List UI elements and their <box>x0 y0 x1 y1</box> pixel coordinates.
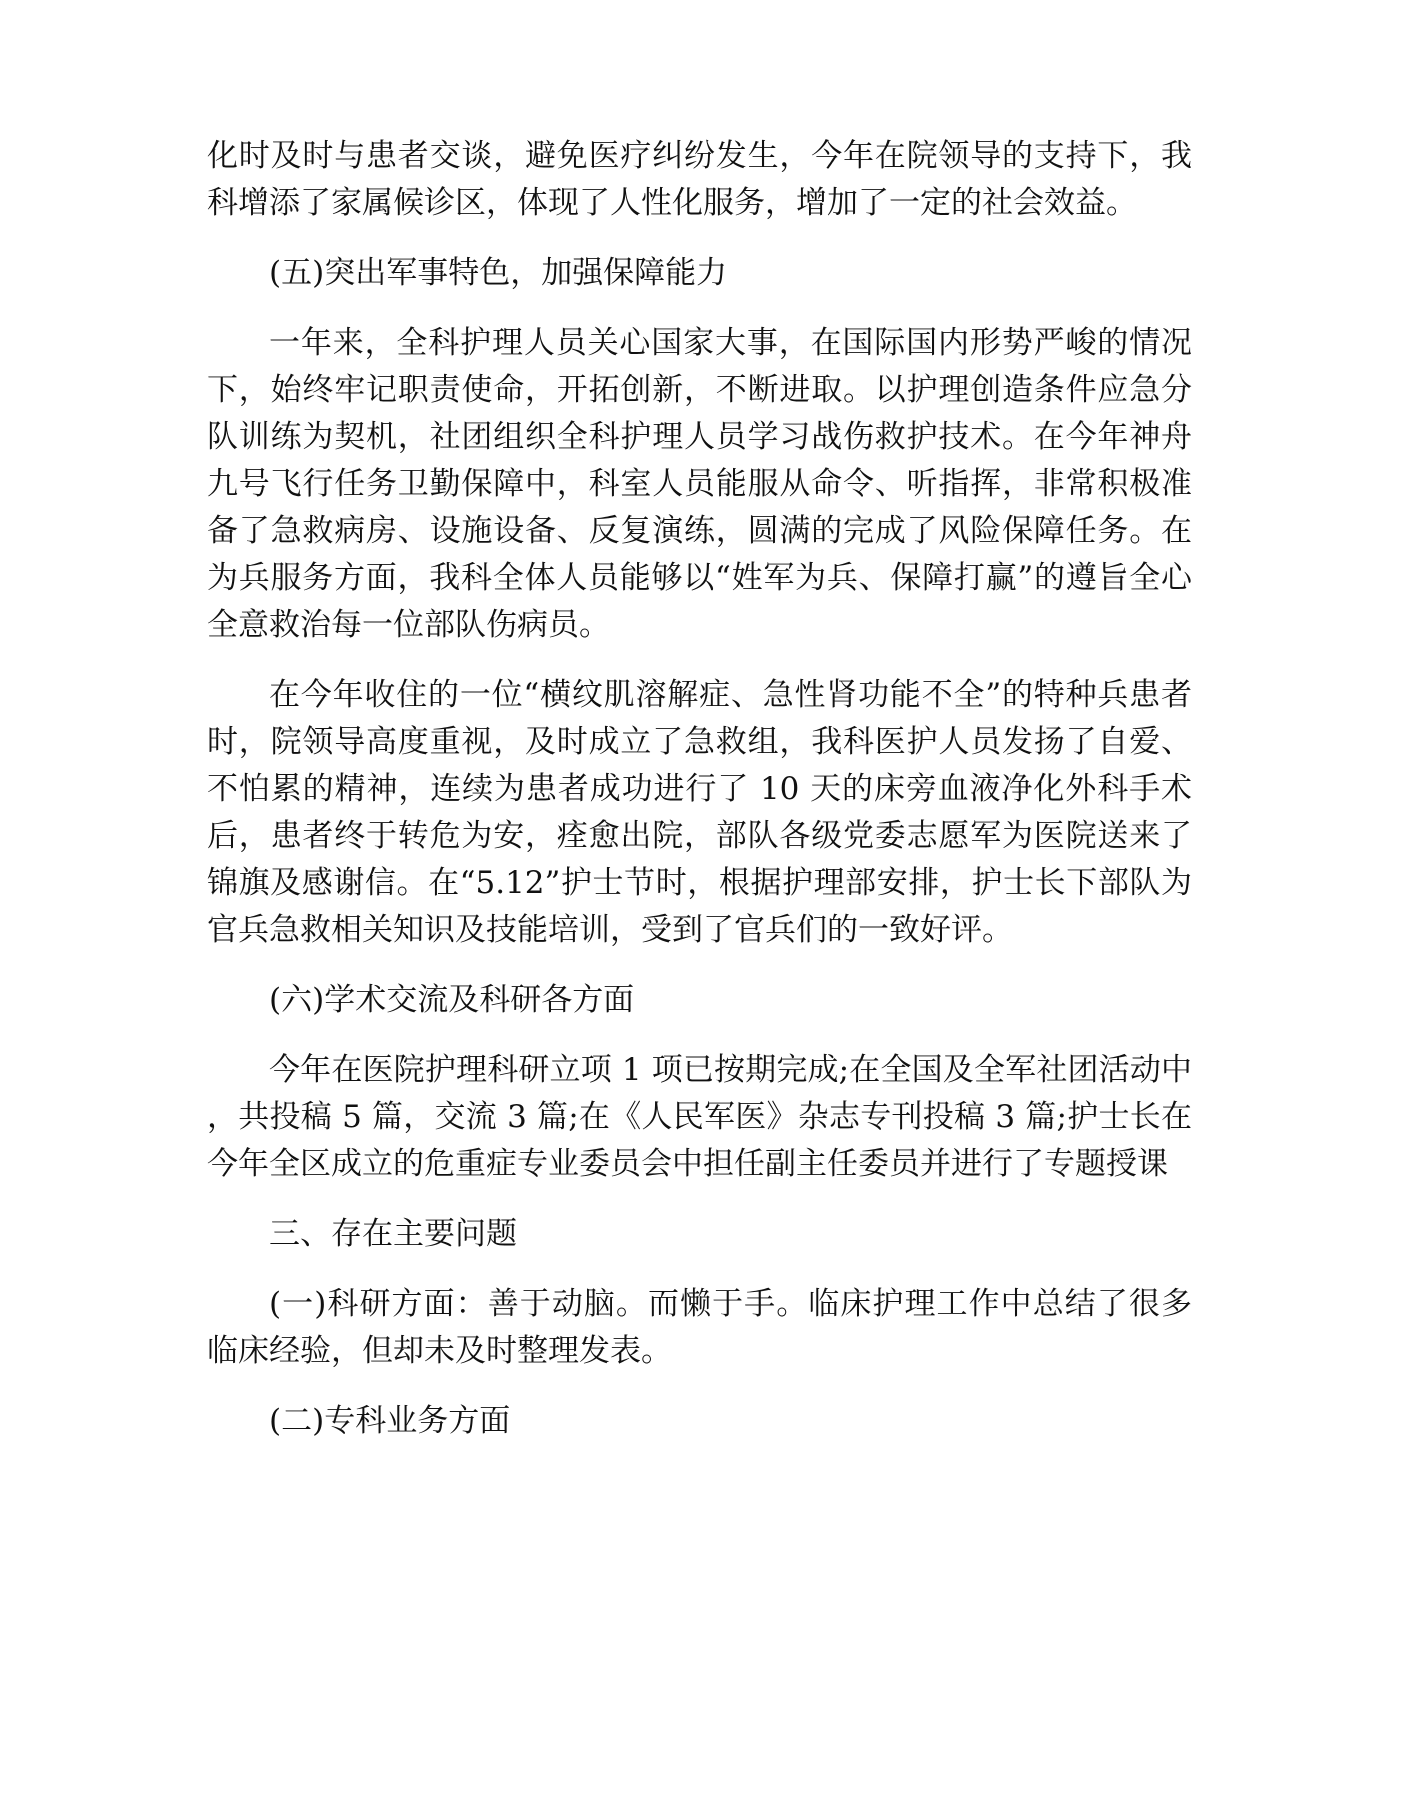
section-heading-five: (五)突出军事特色，加强保障能力 <box>269 255 728 291</box>
section-heading-specialty: (二)专科业务方面 <box>269 1403 511 1439</box>
section-heading-problems: 三、存在主要问题 <box>269 1216 517 1252</box>
paragraph-special-soldier-case: 在今年收住的一位“横纹肌溶解症、急性肾功能不全”的特种兵患者时，院领导高度重视，及时成立了急救组，我科医护人员发扬了自爱、不怕累的精神，连续为患者成功进行了 10 天的床旁血液净化外科手术后，患者终于转危为安，痊愈出院，部队各级党委志愿军为医院送来了锦旗及感谢信。在“5.12”护士节时，根据护理部安排，护士长下部队为官兵急救相关知识及技能培训，受到了官兵们的一致好评。 <box>207 677 1192 948</box>
document-body <box>207 133 1192 1468</box>
paragraph-problem-research: (一)科研方面：善于动脑。而懒于手。临床护理工作中总结了很多临床经验，但却未及时整理发表。 <box>207 1286 1192 1369</box>
paragraph-military-support: 一年来，全科护理人员关心国家大事，在国际国内形势严峻的情况下，始终牢记职责使命，开拓创新，不断进取。以护理创造条件应急分队训练为契机，社团组织全科护理人员学习战伤救护技术。在今年神舟九号飞行任务卫勤保障中，科室人员能服从命令、听指挥，非常积极准备了急救病房、设施设备、反复演练，圆满的完成了风险保障任务。在为兵服务方面，我科全体人员能够以“姓军为兵、保障打赢”的遵旨全心全意救治每一位部队伤病员。 <box>207 325 1192 643</box>
paragraph-continuation: 化时及时与患者交谈，避免医疗纠纷发生，今年在院领导的支持下，我科增添了家属候诊区，体现了人性化服务，增加了一定的社会效益。 <box>207 138 1192 221</box>
paragraph-research-exchange: 今年在医院护理科研立项 1 项已按期完成;在全国及全军社团活动中，共投稿 5 篇，交流 3 篇;在《人民军医》杂志专刊投稿 3 篇;护士长在今年全区成立的危重症专业委员会中担任副主任委员并进行了专题授课 <box>207 1052 1192 1182</box>
section-heading-six: (六)学术交流及科研各方面 <box>269 982 635 1018</box>
